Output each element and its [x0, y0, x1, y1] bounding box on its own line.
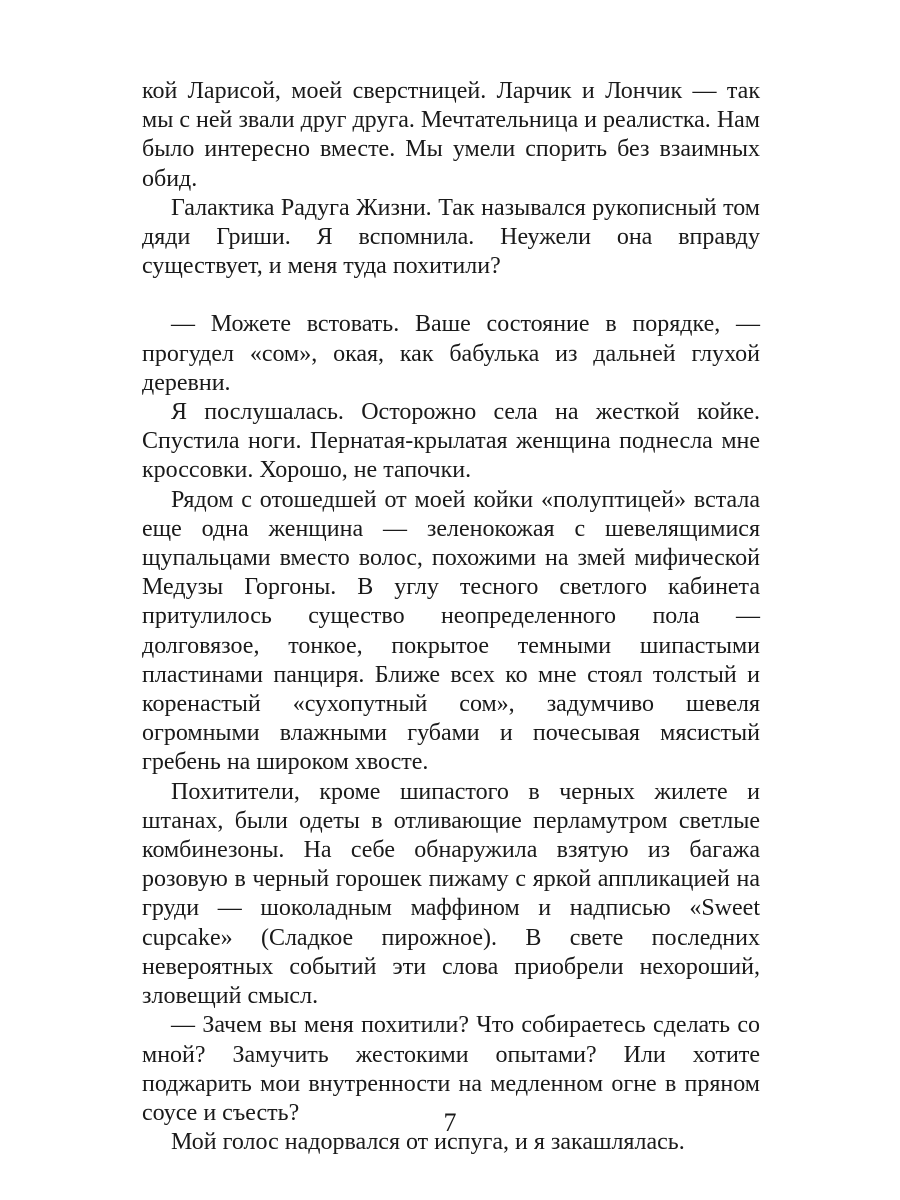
- paragraph-5: Рядом с отошедшей от моей койки «полуптицей» встала еще одна женщина — зеленокожая с шевелящимися щупальцами вместо волос, похожими на змей мифической Медузы Горгоны. В углу тесного светлого кабинета притулилось существо неопределенного пола — долговязое, тонкое, покрытое темными шипастыми пластинами панциря. Ближе всех ко мне стоял толстый и коренастый «сухопутный сом», задумчиво шевеля огромными влажными губами и почесывая мясистый гребень на широком хвосте.: [142, 486, 760, 776]
- paragraph-6: Похитители, кроме шипастого в черных жилете и штанах, были одеты в отливающие перламутром светлые комбинезоны. На себе обнаружила взятую из багажа розовую в черный горошек пижаму с яркой аппликацией на груди — шоколадным маффином и надписью «Sweet cupcake» (Сладкое пирожное). В свете последних невероятных событий эти слова приобрели нехороший, зловещий смысл.: [142, 778, 760, 1010]
- body-text: [142, 77, 760, 1157]
- paragraph-8: Мой голос надорвался от испуга, и я закашлялась.: [171, 1129, 685, 1156]
- paragraph-7: — Зачем вы меня похитили? Что собираетесь сделать со мной? Замучить жестокими опытами? Или хотите поджарить мои внутренности на медленном огне в пряном соусе и съесть?: [142, 1012, 760, 1126]
- paragraph-4: Я послушалась. Осторожно села на жесткой койке. Спустила ноги. Пернатая-крылатая женщина поднесла мне кроссовки. Хорошо, не тапочки.: [142, 399, 760, 484]
- paragraph-1: кой Ларисой, моей сверстницей. Ларчик и Лончик — так мы с ней звали друг друга. Мечтательница и реалистка. Нам было интересно вместе. Мы умели спорить без взаимных обид.: [142, 78, 760, 192]
- page-number: 7: [443, 1108, 457, 1137]
- paragraph-3: — Можете встовать. Ваше состояние в порядке, — прогудел «сом», окая, как бабулька из дальней глухой деревни.: [142, 311, 760, 396]
- paragraph-2: Галактика Радуга Жизни. Так назывался рукописный том дяди Гриши. Я вспомнила. Неужели она вправду существует, и меня туда похитили?: [142, 194, 760, 280]
